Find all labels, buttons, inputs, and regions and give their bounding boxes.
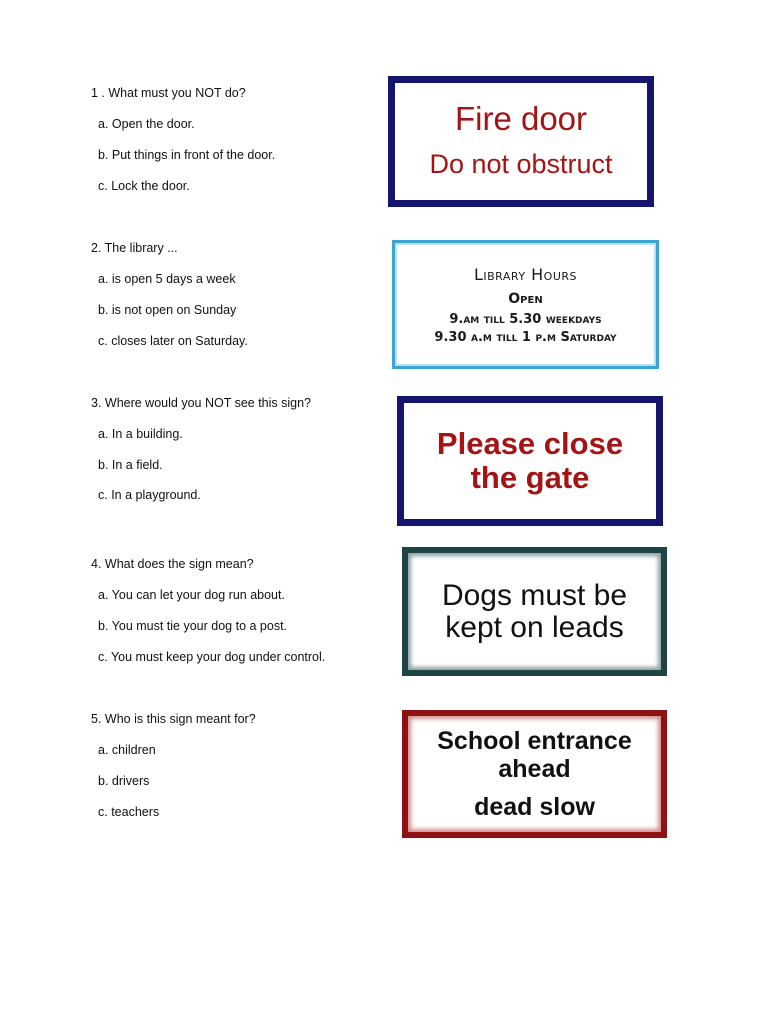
sign-3-line-1: Please close: [436, 426, 624, 461]
sign-2-line-4: 9.30 a.m till 1 p.m Saturday: [434, 329, 617, 345]
question-1-option-c: c. Lock the door.: [98, 179, 190, 193]
sign-3-line-2: the gate: [470, 460, 590, 495]
sign-1-line-1: Fire door: [454, 99, 588, 137]
question-4-option-c: c. You must keep your dog under control.: [98, 650, 326, 664]
question-5-option-a: a. children: [98, 743, 156, 757]
question-4-text: 4. What does the sign mean?: [91, 557, 254, 571]
library-hours-sign: [392, 240, 659, 369]
sign-2-line-2: Open: [508, 290, 543, 307]
question-3-option-c: c. In a playground.: [98, 488, 201, 502]
sign-5-line-1: School entrance: [437, 727, 632, 755]
question-2-option-a: a. is open 5 days a week: [98, 272, 236, 286]
dogs-on-leads-sign: [402, 547, 667, 676]
sign-4-line-2: kept on leads: [445, 610, 624, 644]
question-2-option-c: c. closes later on Saturday.: [98, 334, 248, 348]
question-5-option-b: b. drivers: [98, 774, 150, 788]
question-1-option-b: b. Put things in front of the door.: [98, 148, 276, 162]
question-5-text: 5. Who is this sign meant for?: [91, 712, 256, 726]
school-entrance-sign: [402, 710, 667, 838]
question-4-option-a: a. You can let your dog run about.: [98, 588, 285, 602]
sign-4-line-1: Dogs must be: [441, 578, 628, 612]
question-3-option-a: a. In a building.: [98, 427, 183, 441]
fire-door-sign: [388, 76, 654, 207]
sign-2-line-3: 9.am till 5.30 weekdays: [449, 311, 602, 327]
question-2-option-b: b. is not open on Sunday: [98, 303, 237, 317]
question-1-text: 1 . What must you NOT do?: [91, 86, 246, 100]
sign-2-line-1: Library Hours: [473, 264, 578, 284]
question-5-option-c: c. teachers: [98, 805, 160, 819]
question-1-option-a: a. Open the door.: [98, 117, 195, 131]
sign-1-line-2: Do not obstruct: [429, 148, 613, 179]
question-4-option-b: b. You must tie your dog to a post.: [98, 619, 288, 633]
question-3-option-b: b. In a field.: [98, 458, 163, 472]
question-2-text: 2. The library ...: [91, 241, 178, 255]
sign-5-line-3: dead slow: [474, 793, 595, 821]
sign-5-line-2: ahead: [498, 755, 571, 783]
close-the-gate-sign: [397, 396, 663, 526]
question-3-text: 3. Where would you NOT see this sign?: [91, 396, 312, 410]
